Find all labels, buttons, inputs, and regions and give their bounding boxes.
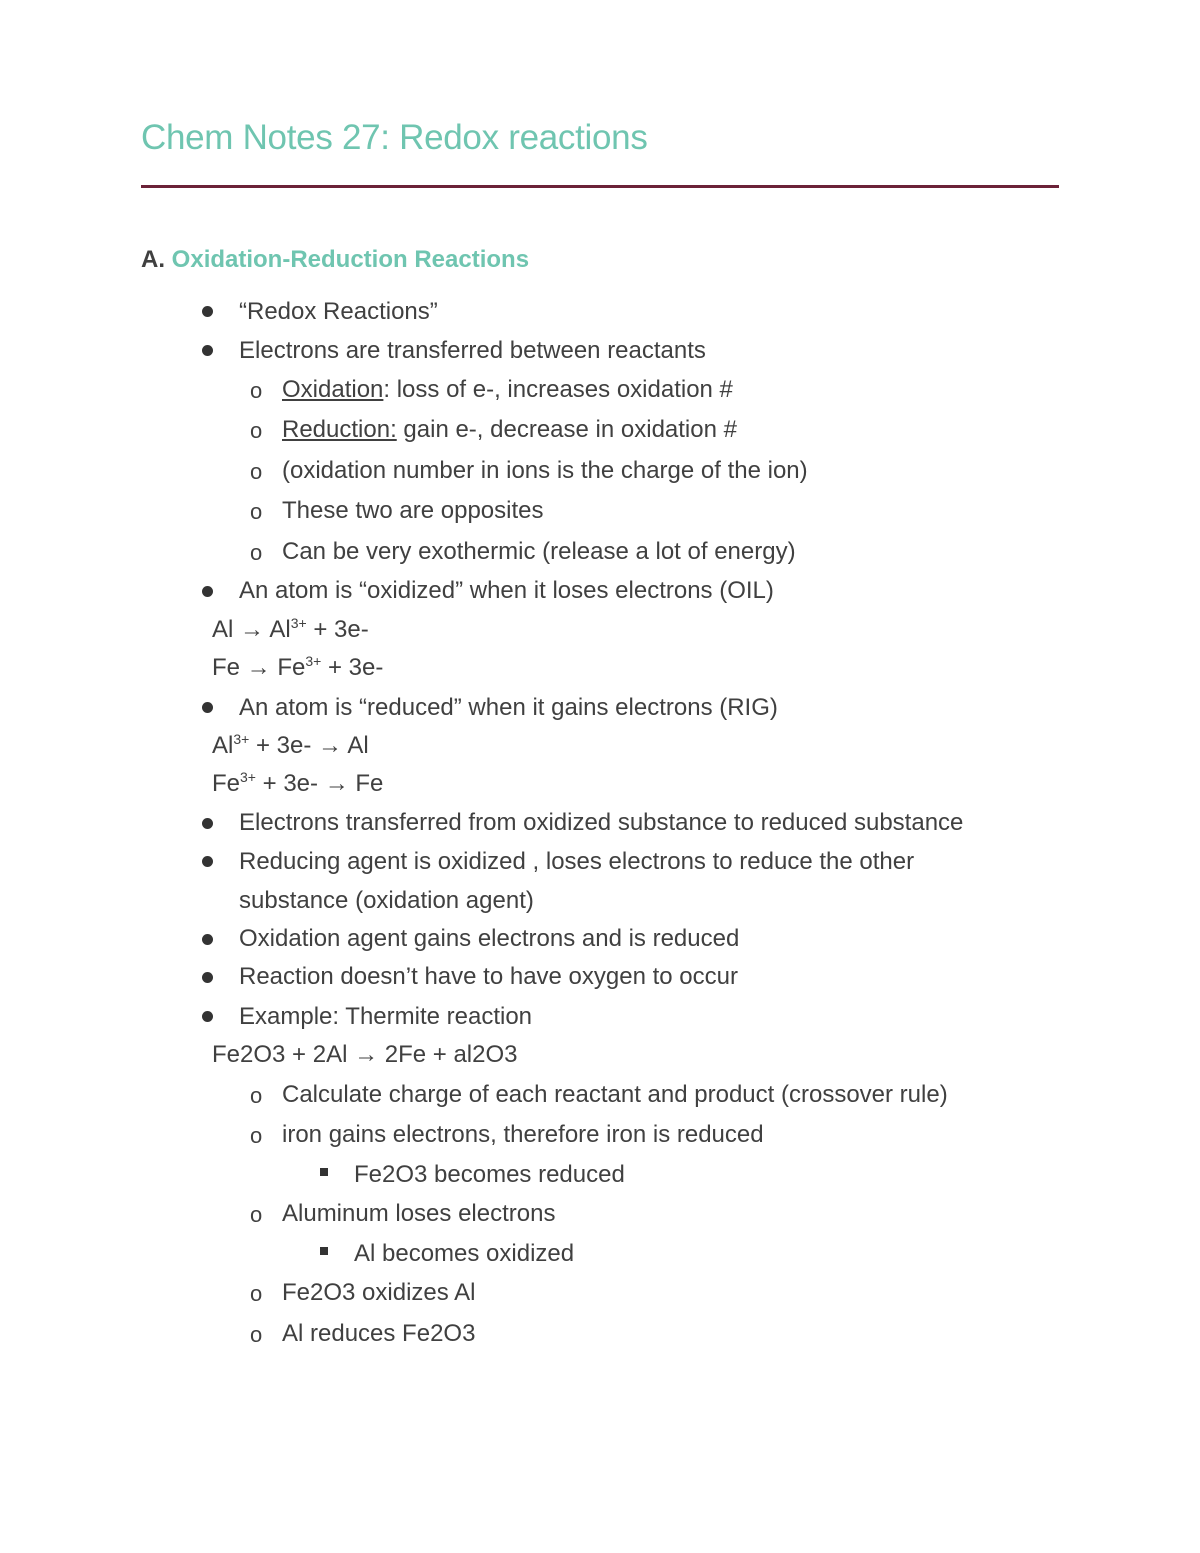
- equation: [212, 769, 383, 799]
- list-item: Can be very exothermic (release a lot of energy): [282, 538, 796, 565]
- square-bullet-icon: [320, 1168, 328, 1176]
- bullet-icon: [202, 856, 213, 867]
- equation-part: + 3e- → Fe: [255, 770, 384, 797]
- equation-part: Fe → Fe: [212, 654, 306, 681]
- sub-bullet-icon: o: [250, 418, 263, 443]
- term-oxidation: Oxidation: [282, 376, 384, 403]
- equation-part: Al → Al: [212, 616, 291, 643]
- section-name: Oxidation-Reduction Reactions: [171, 246, 530, 273]
- definition: : loss of e-, increases oxidation #: [383, 376, 733, 403]
- equation: [212, 731, 369, 761]
- equation-part: Al: [212, 732, 234, 759]
- list-item: Fe2O3 oxidizes Al: [282, 1279, 476, 1306]
- title-divider: [141, 185, 1059, 188]
- sub-bullet-icon: o: [250, 459, 263, 484]
- section-heading: [141, 246, 529, 274]
- list-item: An atom is “oxidized” when it loses electrons (OIL): [239, 577, 774, 604]
- list-item: These two are opposites: [282, 497, 544, 524]
- list-item: Electrons are transferred between reactants: [239, 337, 706, 364]
- list-item: An atom is “reduced” when it gains electrons (RIG): [239, 694, 778, 721]
- equation-part: + 3e- → Al: [249, 732, 369, 759]
- list-item: [282, 415, 737, 445]
- bullet-icon: [202, 586, 213, 597]
- page-title: Chem Notes 27: Redox reactions: [141, 118, 648, 157]
- bullet-icon: [202, 934, 213, 945]
- list-item: (oxidation number in ions is the charge of the ion): [282, 457, 808, 484]
- list-item: Calculate charge of each reactant and product (crossover rule): [282, 1081, 948, 1108]
- bullet-icon: [202, 1011, 213, 1022]
- equation-part: + 3e-: [321, 654, 384, 681]
- list-item: [282, 375, 733, 405]
- list-item-continuation: substance (oxidation agent): [239, 887, 534, 914]
- term-reduction: Reduction:: [282, 416, 397, 443]
- bullet-icon: [202, 972, 213, 983]
- square-bullet-icon: [320, 1247, 328, 1255]
- sub-bullet-icon: o: [250, 1202, 263, 1227]
- bullet-icon: [202, 818, 213, 829]
- bullet-icon: [202, 306, 213, 317]
- equation: [212, 653, 383, 683]
- bullet-icon: [202, 702, 213, 713]
- sub-bullet-icon: o: [250, 1281, 263, 1306]
- equation: [212, 615, 369, 645]
- list-item: Aluminum loses electrons: [282, 1200, 556, 1227]
- bullet-icon: [202, 345, 213, 356]
- list-item: Al becomes oxidized: [354, 1240, 575, 1267]
- charge: 3+: [240, 769, 256, 785]
- sub-bullet-icon: o: [250, 1123, 263, 1148]
- sub-bullet-icon: o: [250, 1322, 263, 1347]
- section-letter: A.: [141, 246, 165, 273]
- list-item: Reducing agent is oxidized , loses electrons to reduce the other: [239, 848, 915, 875]
- sub-bullet-icon: o: [250, 1083, 263, 1108]
- charge: 3+: [233, 731, 250, 747]
- list-item: Fe2O3 becomes reduced: [354, 1161, 625, 1188]
- list-item: Electrons transferred from oxidized substance to reduced substance: [239, 809, 964, 836]
- equation-part: Fe: [212, 770, 241, 797]
- sub-bullet-icon: o: [250, 378, 263, 403]
- list-item: Al reduces Fe2O3: [282, 1320, 476, 1347]
- list-item: iron gains electrons, therefore iron is reduced: [282, 1121, 764, 1148]
- list-item: Oxidation agent gains electrons and is reduced: [239, 925, 740, 952]
- equation: Fe2O3 + 2Al → 2Fe + al2O3: [212, 1041, 518, 1068]
- list-item: Example: Thermite reaction: [239, 1003, 533, 1030]
- list-item: Reaction doesn’t have to have oxygen to occur: [239, 963, 738, 990]
- charge: 3+: [290, 615, 307, 631]
- sub-bullet-icon: o: [250, 540, 263, 565]
- charge: 3+: [305, 653, 322, 669]
- sub-bullet-icon: o: [250, 499, 263, 524]
- list-item: “Redox Reactions”: [239, 298, 438, 325]
- definition: gain e-, decrease in oxidation #: [396, 416, 737, 443]
- equation-part: + 3e-: [306, 616, 369, 643]
